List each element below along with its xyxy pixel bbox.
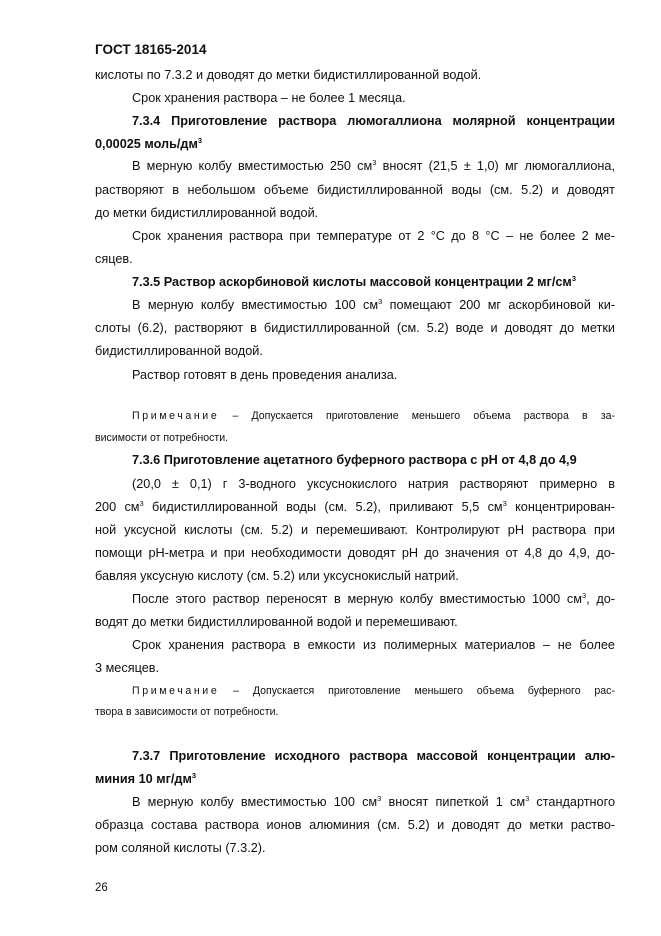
section-heading-7-3-5: 7.3.5 Раствор аскорбиновой кислоты массовой концентрации 2 $мг/см^3$	[132, 274, 576, 289]
paragraph-line: Раствор готовят в день проведения анализа.	[132, 368, 398, 382]
paragraph-line: растворяют в небольшом объеме бидистиллированной воды (см. 5.2) и доводят	[95, 183, 615, 197]
paragraph-line: до метки бидистиллированной водой.	[95, 206, 319, 220]
paragraph-line: Срок хранения раствора при температуре от 2 °С до 8 °С – не более 2 ме-	[132, 229, 615, 243]
section-heading-7-3-4-cont: 0,00025 моль/$дм^3$	[95, 136, 203, 151]
note-line: висимости от потребности.	[95, 432, 229, 444]
paragraph-line: слоты (6.2), растворяют в бидистиллированной (см. 5.2) воде и доводят до метки	[95, 321, 615, 335]
paragraph-line: После этого раствор переносят в мерную колбу вместимостью 1000 $см^3$, до-	[132, 591, 616, 606]
paragraph-line: сяцев.	[95, 252, 133, 266]
paragraph-line: (20,0 ± 0,1) г 3-водного уксуснокислого натрия растворяют примерно в	[132, 477, 615, 491]
section-heading-7-3-7: 7.3.7 Приготовление исходного раствора массовой концентрации алю-	[132, 749, 615, 763]
section-heading-7-3-7-cont: миния 10 $мг/дм^3$	[95, 771, 197, 786]
paragraph-line: ром соляной кислоты (7.3.2).	[95, 841, 266, 855]
paragraph-line: Срок хранения раствора – не более 1 месяца.	[132, 91, 406, 105]
paragraph-line: бавляя уксусную кислоту (см. 5.2) или уксуснокислый натрий.	[95, 569, 459, 583]
note-label: Примечание	[132, 685, 220, 697]
paragraph-line: Срок хранения раствора в емкости из полимерных материалов – не более	[132, 638, 615, 652]
note-line: Примечание – Допускается приготовление меньшего объема раствора в за-	[132, 410, 615, 422]
paragraph-line: образца состава раствора ионов алюминия (см. 5.2) и доводят до метки раство-	[95, 818, 615, 832]
paragraph-line: 3 месяцев.	[95, 661, 160, 675]
paragraph-line: В мерную колбу вместимостью 100 $см^3$ вносят пипеткой 1 $см^3$ стандартного	[132, 794, 615, 809]
paragraph-line: кислоты по 7.3.2 и доводят до метки бидистиллированной водой.	[95, 68, 482, 82]
paragraph-line: водят до метки бидистиллированной водой и перемешивают.	[95, 615, 458, 629]
note-line: твора в зависимости от потребности.	[95, 706, 279, 718]
note-line: Примечание – Допускается приготовление меньшего объема буферного рас-	[132, 685, 615, 697]
paragraph-line: бидистиллированной водой.	[95, 344, 263, 358]
paragraph-line: помощи рН-метра и при необходимости доводят рН до значения от 4,8 до 4,9, до-	[95, 546, 615, 560]
section-heading-7-3-6: 7.3.6 Приготовление ацетатного буферного раствора с рН от 4,8 до 4,9	[132, 453, 577, 467]
paragraph-line: В мерную колбу вместимостью 250 $см^3$ вносят (21,5 ± 1,0) мг люмогаллиона,	[132, 158, 615, 173]
page-number: 26	[95, 882, 108, 894]
note-label: Примечание	[132, 410, 220, 422]
paragraph-line: В мерную колбу вместимостью 100 $см^3$ помещают 200 мг аскорбиновой ки-	[132, 297, 616, 312]
page-header-title: ГОСТ 18165-2014	[95, 42, 207, 57]
paragraph-line: ной уксусной кислоты (см. 5.2) и перемешивают. Контролируют рН раствора при	[95, 523, 615, 537]
paragraph-line: 200 $см^3$ бидистиллированной воды (см. 5.2), приливают 5,5 $см^3$ концентрирован-	[95, 499, 615, 514]
section-heading-7-3-4: 7.3.4 Приготовление раствора люмогаллиона молярной концентрации	[132, 114, 615, 128]
